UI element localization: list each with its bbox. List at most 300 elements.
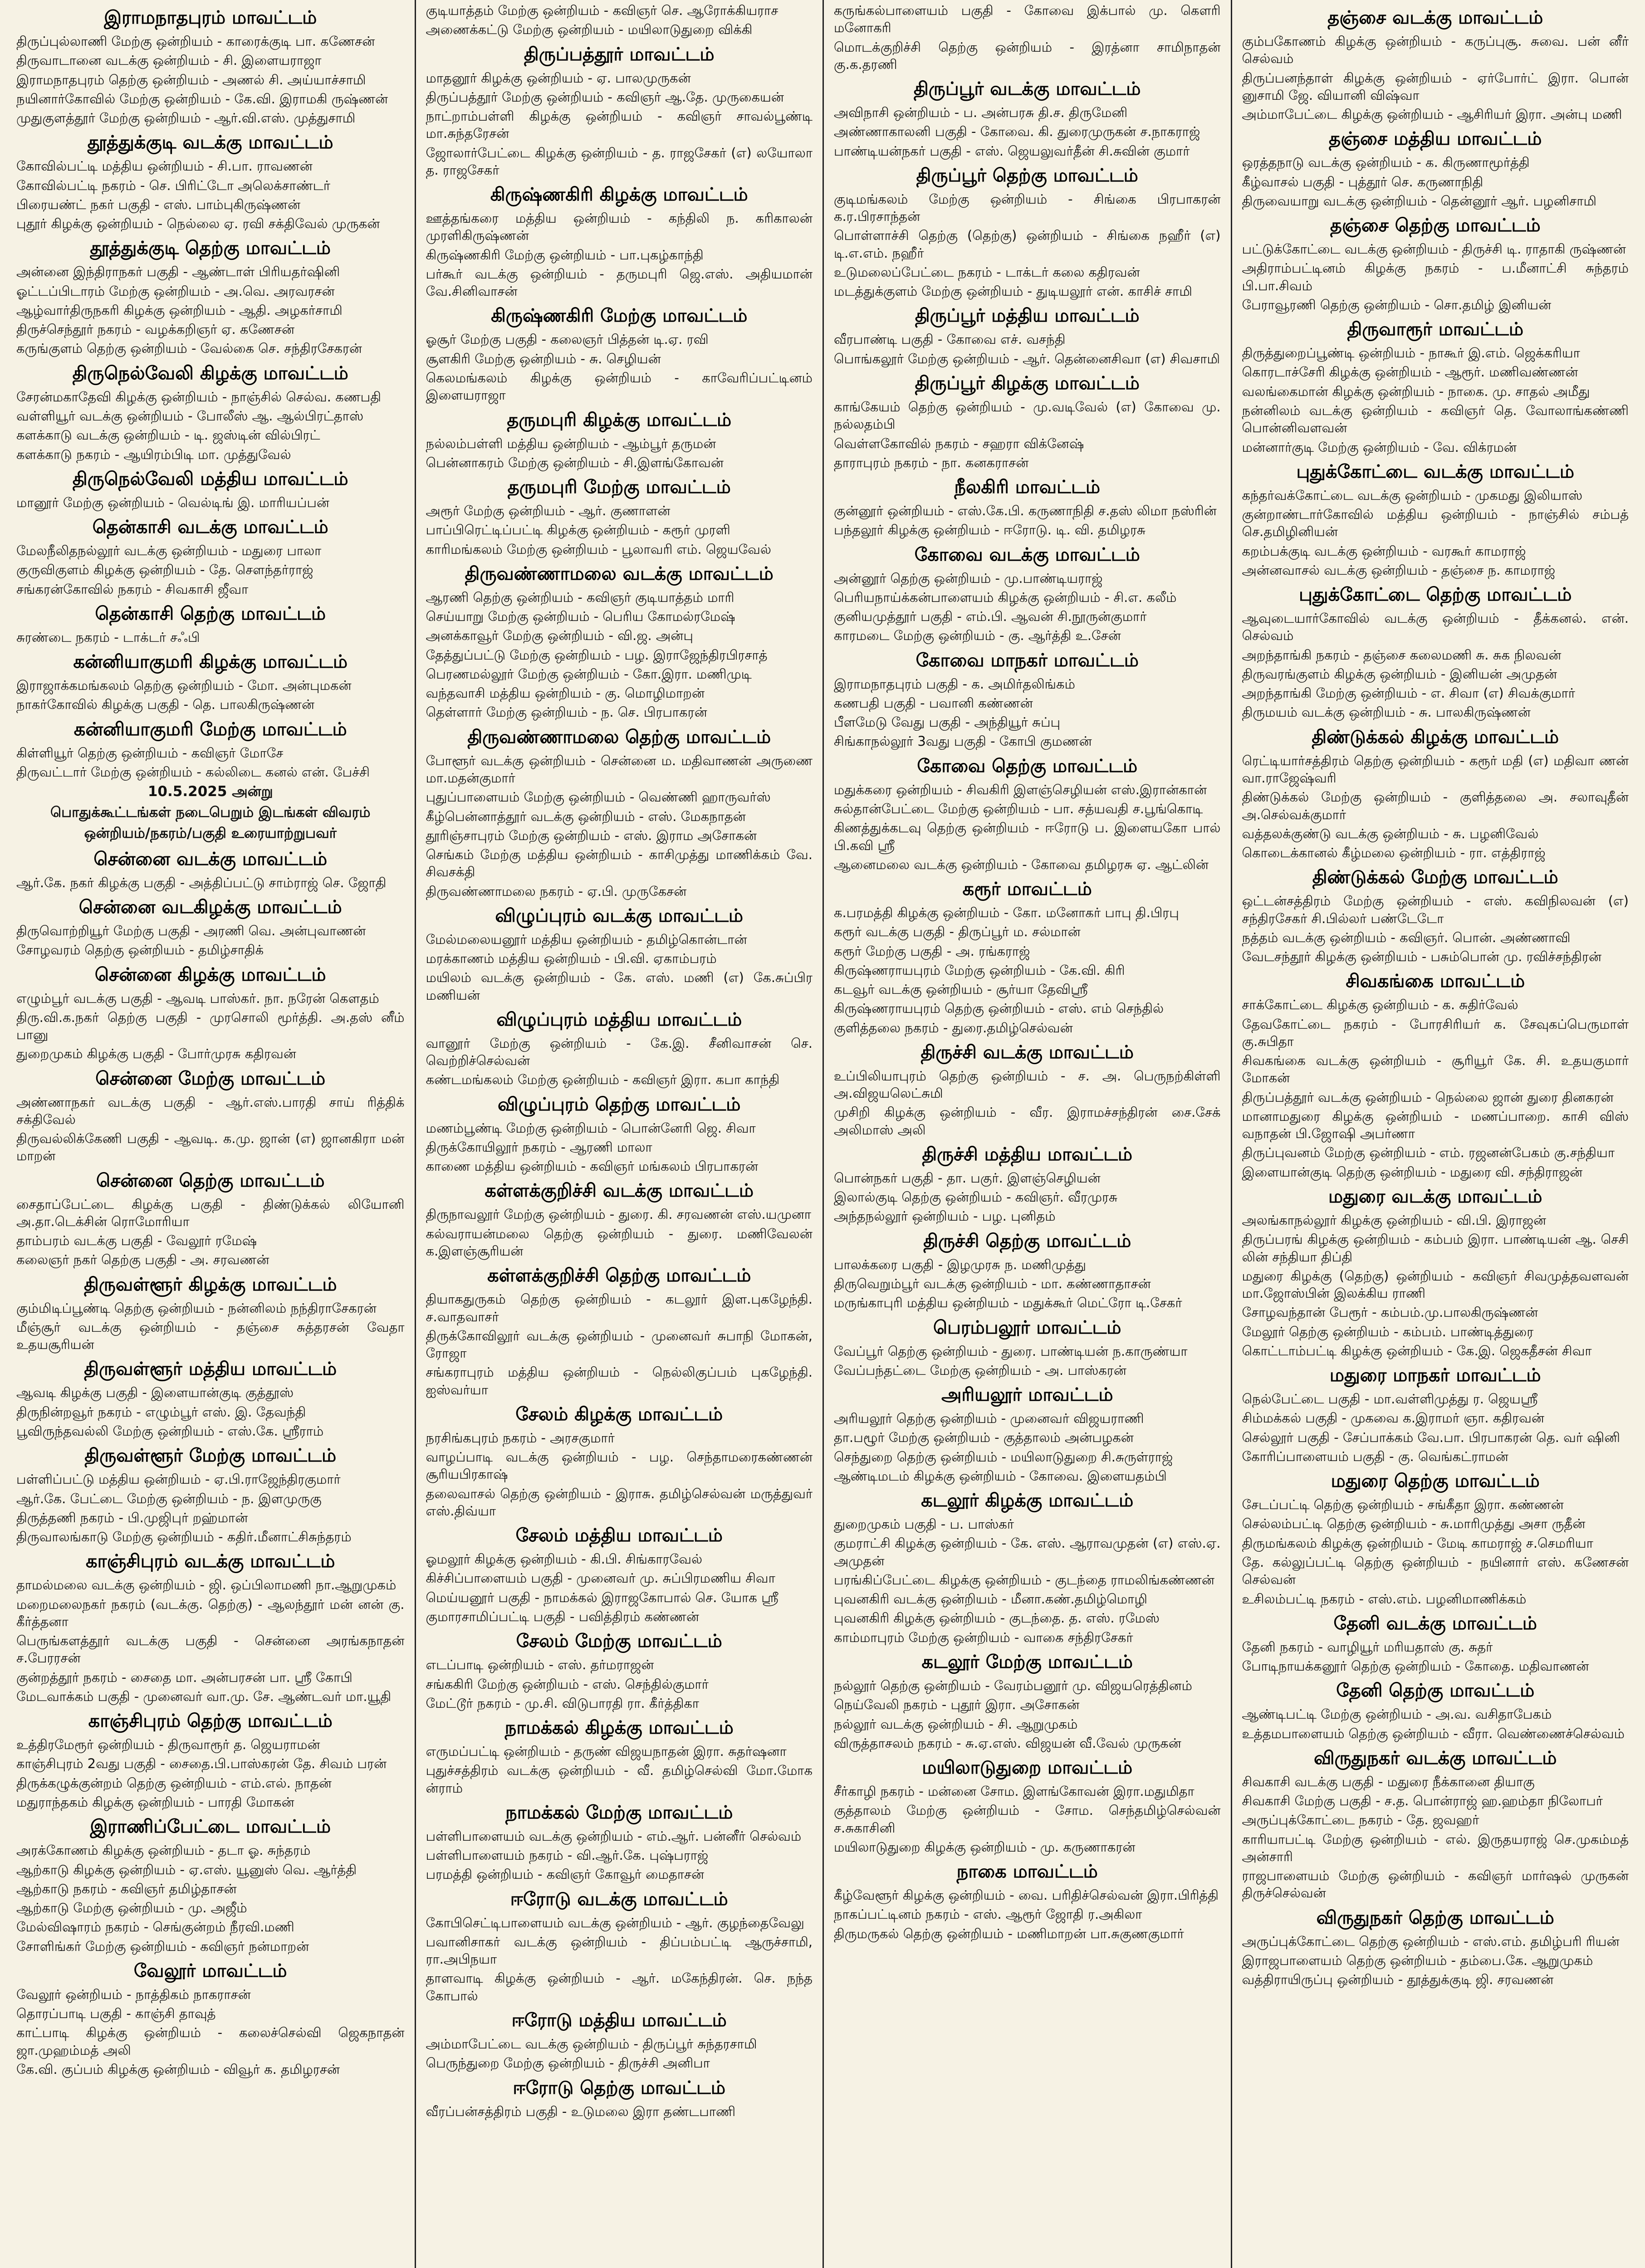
speaker-entry: நயினார்கோவில் மேற்கு ஒன்றியம் - கே.வி. இராமகி ருஷ்ணன் — [16, 91, 388, 107]
district-heading: திருச்சி தெற்கு மாவட்டம் — [923, 1230, 1131, 1251]
speaker-entry: கந்தர்வக்கோட்டை வடக்கு ஒன்றியம் - முகமது இலியாஸ் — [1242, 487, 1583, 503]
speaker-entry: களக்காடு வடக்கு ஒன்றியம் - டி. ஜஸ்டின் வில்பிரட் — [16, 427, 320, 443]
speaker-entry: நாகப்பட்டினம் நகரம் - எஸ். ஆரூர் ஜோதி ர.அகிலா — [834, 1906, 1142, 1922]
district-heading: காஞ்சிபுரம் வடக்கு மாவட்டம் — [86, 1551, 335, 1572]
speaker-entry: புதூர் கிழக்கு ஒன்றியம் - நெல்லை ஏ. ரவி சக்திவேல் முருகன் — [16, 216, 380, 232]
speaker-entry: சங்கரன்கோவில் நகரம் - சிவகாசி ஜீவா — [16, 581, 249, 597]
speaker-entry: ஆவடி கிழக்கு பகுதி - இளையான்குடி குத்தூஸ் — [16, 1385, 294, 1401]
speaker-entry: மேலநீலிதநல்லூர் வடக்கு ஒன்றியம் - மதுரை பாலா — [16, 543, 322, 559]
speaker-entry: இராமநாதபுரம் தெற்கு ஒன்றியம் - அணல் சி. அய்யாச்சாமி — [16, 72, 366, 88]
speaker-entry: மேடவாக்கம் பகுதி - முனைவர் வா.மு. சே. ஆண்டவர் மா.யூதி — [16, 1688, 392, 1704]
speaker-entry: வேலூர் ஒன்றியம் - நாத்திகம் நாகராசன் — [16, 1986, 251, 2002]
speaker-entry: எருமப்பட்டி ஒன்றியம் - தருண் விஜயநாதன் இரா. சுதர்ஷனா — [426, 1744, 787, 1760]
speaker-entry: குடிமங்கலம் மேற்கு ஒன்றியம் - சிங்கை பிரபாகரன் க.ர.பிரசாந்தன் — [834, 191, 1221, 225]
district-heading: விழுப்புரம் தெற்கு மாவட்டம் — [498, 1094, 741, 1115]
speaker-entry: பூவிருந்தவல்லி மேற்கு ஒன்றியம் - எஸ்.கே. ஸ்ரீராம் — [16, 1423, 324, 1439]
district-heading: சென்னை கிழக்கு மாவட்டம் — [94, 964, 326, 985]
speaker-entry: வள்ளியூர் வடக்கு ஒன்றியம் - போலீஸ் ஆ. ஆல்பிரட்தாஸ் — [16, 408, 364, 424]
district-heading: தஞ்சை மத்திய மாவட்டம் — [1329, 128, 1542, 150]
speaker-entry: பொங்கலூர் மேற்கு ஒன்றியம் - ஆர். தென்னைசிவா (எ) சிவசாமி — [834, 351, 1220, 367]
speaker-entry: பென்னாகரம் மேற்கு ஒன்றியம் - சி.இளங்கோவன் — [426, 455, 724, 470]
district-heading: தேனி வடக்கு மாவட்டம் — [1333, 1613, 1537, 1634]
meeting-notice-line: 10.5.2025 அன்று — [147, 783, 273, 800]
speaker-entry: பவானிசாகர் வடக்கு ஒன்றியம் - திப்பம்பட்டி ஆருச்சாமி, ரா.அபிநயா — [426, 1934, 813, 1967]
speaker-entry: உடுமலைப்பேட்டை நகரம் - டாக்டர் கலை கதிரவன் — [834, 264, 1140, 280]
speaker-entry: நல்லம்பள்ளி மத்திய ஒன்றியம் - ஆம்பூர் தருமன் — [426, 435, 716, 451]
speaker-entry: சோழவரம் தெற்கு ஒன்றியம் - தமிழ்சாதிக் — [16, 942, 264, 958]
speaker-entry: வலங்கைமான் கிழக்கு ஒன்றியம் - நாகை. மு. சாதல் அமீது — [1242, 383, 1590, 399]
speaker-entry: இலால்குடி தெற்கு ஒன்றியம் - கவிஞர். வீரமுரசு — [834, 1189, 1118, 1205]
speaker-entry: நன்னிலம் வடக்கு ஒன்றியம் - கவிஞர் தெ. வோலாங்கண்ணி பொன்னிவளவன் — [1242, 402, 1629, 436]
district-heading: தருமபுரி கிழக்கு மாவட்டம் — [507, 409, 732, 430]
district-heading: விழுப்புரம் வடக்கு மாவட்டம் — [495, 905, 744, 926]
speaker-entry: காரிமங்கலம் மேற்கு ஒன்றியம் - பூலாவரி எம். ஜெயவேல் — [426, 541, 771, 557]
district-heading: திருவள்ளூர் மேற்கு மாவட்டம் — [84, 1445, 337, 1466]
column-2 — [415, 0, 823, 2268]
speaker-entry: அணைக்கட்டு மேற்கு ஒன்றியம் - மயிலாடுதுறை விக்கி — [426, 22, 753, 38]
speaker-entry: சிம்மக்கல் பகுதி - முகவை க.இராமர் ஞா. கதிரவன் — [1242, 1410, 1545, 1426]
speaker-entry: அரூர் மேற்கு ஒன்றியம் - ஆர். குணாளன் — [426, 503, 671, 519]
speaker-entry: கடவூர் வடக்கு ஒன்றியம் - சூர்யா தேவிஸ்ரீ — [834, 982, 1088, 997]
speaker-entry: மரக்காணம் மத்திய ஒன்றியம் - பி.வி. ஏகாம்பரம் — [426, 951, 717, 967]
speaker-entry: அருப்புக்கோட்டை நகரம் - தே. ஜவஹர் — [1242, 1812, 1479, 1828]
speaker-entry: புதுப்பாளையம் மேற்கு ஒன்றியம் - வெண்ணி ஹாருவர்ஸ் — [426, 789, 771, 805]
speaker-entry: உத்திரமேரூர் ஒன்றியம் - திருவாரூர் த. ஜெயராமன் — [16, 1737, 320, 1753]
speaker-entry: கிள்ளியூர் தெற்கு ஒன்றியம் - கவிஞர் மோசே — [16, 745, 284, 761]
speaker-entry: சுல்தான்பேட்டை மேற்கு ஒன்றியம் - பா. சத்யவதி ச.பூங்கொடி — [834, 801, 1203, 816]
speaker-entry: மறைமலைநகர் நகரம் (வடக்கு. தெற்கு) - ஆலந்தூர் மன் னன் கு. கீர்த்தனா — [16, 1596, 405, 1629]
district-heading: திருப்பூர் கிழக்கு மாவட்டம் — [915, 372, 1140, 394]
speaker-entry: இராஜாக்கமங்கலம் தெற்கு ஒன்றியம் - மோ. அன்புமகன் — [16, 678, 352, 694]
district-heading: தென்காசி வடக்கு மாவட்டம் — [92, 517, 328, 538]
speaker-entry: மாதனூர் கிழக்கு ஒன்றியம் - ஏ. பாலமுருகன் — [426, 70, 691, 86]
speaker-entry: பெரணமல்லூர் மேற்கு ஒன்றியம் - கோ.இரா. மணிமுடி — [426, 666, 752, 682]
speaker-entry: தாமல்மலை வடக்கு ஒன்றியம் - ஜி. ஒப்பிலாமணி நா.ஆறுமுகம் — [16, 1577, 397, 1593]
speaker-entry: அரக்கோணம் கிழக்கு ஒன்றியம் - தடா ஓ. சுந்தரம் — [16, 1843, 311, 1858]
column-4 — [1231, 0, 1639, 2268]
speaker-entry: குளித்தலை நகரம் - துரை.தமிழ்செல்வன் — [834, 1020, 1073, 1036]
speaker-entry: வேப்பூர் தெற்கு ஒன்றியம் - துரை. பாண்டியன் ந.காருண்யா — [834, 1343, 1188, 1359]
district-heading: கரூர் மாவட்டம் — [962, 879, 1092, 900]
speaker-entry: பள்ளிபாளையம் வடக்கு ஒன்றியம் - எம்.ஆர். பன்னீர் செல்வம் — [426, 1828, 802, 1844]
speaker-entry: தேத்துப்பட்டு மேற்கு ஒன்றியம் - பழ. இராஜேந்திரபிரசாத் — [426, 647, 768, 663]
speaker-entry: திருத்தணி நகரம் - பி.முஜிபுர் றஹ்மான் — [16, 1510, 248, 1525]
speaker-entry: நல்லூர் வடக்கு ஒன்றியம் - சி. ஆறுமுகம் — [834, 1716, 1078, 1732]
speaker-entry: திருத்துறைப்பூண்டி ஒன்றியம் - நாகூர் இ.எம். ஜெக்கரியா — [1242, 345, 1580, 361]
column-1 — [6, 0, 415, 2268]
speaker-entry: கே.வி. குப்பம் கிழக்கு ஒன்றியம் - விவூர் க. தமிழரசன் — [16, 2061, 340, 2077]
speaker-entry: இராமநாதபுரம் பகுதி - க. அமிர்தலிங்கம் — [834, 676, 1075, 692]
speaker-entry: நல்லூர் தெற்கு ஒன்றியம் - வேரம்பனூர் மு. விஜயரெத்தினம் — [834, 1678, 1192, 1693]
speaker-entry: அன்னை இந்திராநகர் பகுதி - ஆண்டாள் பிரியதர்ஷினி — [16, 264, 340, 280]
district-heading: திருநெல்வேலி கிழக்கு மாவட்டம் — [72, 362, 348, 384]
speaker-entry: குனியமுத்தூர் பகுதி - எம்.பி. ஆவன் சி.நூருன்குமார் — [834, 609, 1147, 625]
district-heading: சென்னை வடக்கு மாவட்டம் — [93, 848, 328, 870]
speaker-entry: காஞ்சிபுரம் 2வது பகுதி - சைதை.பி.பாஸ்கரன் தே. சிவம் பரன் — [16, 1756, 387, 1772]
speaker-entry: தலைவாசல் தெற்கு ஒன்றியம் - இராசு. தமிழ்செல்வன் மருத்துவர் எஸ்.திவ்யா — [426, 1486, 813, 1519]
speaker-entry: விருத்தாசலம் நகரம் - சு.ஏ.எஸ். விஜயன் வீ.வேல் முருகன் — [834, 1735, 1181, 1751]
speaker-entry: உசிலம்பட்டி நகரம் - எஸ்.எம். பழனிமாணிக்கம் — [1242, 1591, 1527, 1607]
speaker-entry: மீஞ்சூர் வடக்கு ஒன்றியம் - தஞ்சை சுத்தரசன் வேதா உதயசூரியன் — [16, 1319, 405, 1353]
speaker-entry: மேல்மலையனூர் மத்திய ஒன்றியம் - தமிழ்கொன்டான் — [426, 931, 747, 947]
speaker-entry: கருங்குளம் தெற்கு ஒன்றியம் - வேல்கை செ. சந்திரசேகரன் — [16, 341, 362, 357]
speaker-entry: திருப்புல்லாணி மேற்கு ஒன்றியம் - காரைக்குடி பா. கணேசன் — [16, 34, 375, 49]
speaker-entry: சோழவந்தான் பேரூர் - கம்பம்.மு.பாலகிருஷ்ணன் — [1242, 1305, 1538, 1320]
speaker-entry: பரங்கிப்பேட்டை கிழக்கு ஒன்றியம் - குடந்தை ராமலிங்கண்ணன் — [834, 1572, 1214, 1588]
district-heading: மதுரை மாநகர் மாவட்டம் — [1329, 1365, 1541, 1386]
speaker-entry: சிவகாசி மேற்கு பகுதி - ச.த. பொன்ராஜ் ஹ.ஹம்தா நிலோபர் — [1242, 1793, 1603, 1809]
speaker-entry: பரமத்தி ஒன்றியம் - கவிஞர் கோவூர் மைதாசன் — [426, 1867, 705, 1882]
speaker-entry: நாட்றாம்பள்ளி கிழக்கு ஒன்றியம் - கவிஞர் சாவல்பூண்டி மா.சுந்தரேசன் — [426, 108, 813, 142]
district-heading: கோவை மாநகர் மாவட்டம் — [916, 650, 1139, 671]
speaker-entry: மொடக்குறிச்சி தெற்கு ஒன்றியம் - இரத்னா சாமிநாதன் கு.க.தரணி — [834, 39, 1221, 72]
district-heading: ஈரோடு மத்திய மாவட்டம் — [511, 2009, 727, 2031]
speaker-entry: திருப்பனந்தாள் கிழக்கு ஒன்றியம் - ஏர்போர்ட் இரா. பொன் னுசாமி ஜே. வியானி விஷ்வா — [1242, 70, 1629, 103]
speaker-entry: திருவண்ணாமலை நகரம் - ஏ.பி. முருகேசன் — [426, 883, 687, 899]
speaker-entry: ஆர்.கே. நகர் கிழக்கு பகுதி - அத்திப்பட்டு சாம்ராஜ் செ. ஜோதி — [16, 875, 387, 890]
speaker-entry: குத்தாலம் மேற்கு ஒன்றியம் - சோம. செந்தமிழ்செல்வன் ச.சுகாசினி — [834, 1803, 1221, 1836]
speaker-entry: அறந்தாங்கி நகரம் - தஞ்சை கலைமணி சு. சுக நிலவன் — [1242, 647, 1562, 663]
speaker-entry: பெருங்களத்தூர் வடக்கு பகுதி - சென்னை அரங்கநாதன் ச.பேரரசன் — [16, 1633, 405, 1666]
meeting-notice-line: பொதுக்கூட்டங்கள் நடைபெறும் இடங்கள் விவரம் — [50, 804, 371, 821]
speaker-entry: ஊத்தங்கரை மத்திய ஒன்றியம் - கந்திலி ந. கரிகாலன் முரளிகிருஷ்ணன் — [426, 210, 813, 244]
speaker-entry: திருக்கழுக்குன்றம் தெற்கு ஒன்றியம் - எம்.எல். நாதன் — [16, 1775, 332, 1791]
speaker-entry: திருவொற்றியூர் மேற்கு பகுதி - அரணி வெ. அன்புவாணன் — [16, 923, 366, 938]
speaker-entry: பாப்பிரெட்டிப்பட்டி கிழக்கு ஒன்றியம் - கரூர் முரளி — [426, 522, 730, 538]
speaker-entry: ஓசூர் மேற்கு பகுதி - கலைஞர் பித்தன் டி.ஏ. ரவி — [426, 332, 709, 347]
speaker-entry: நெய்வேலி நகரம் - புதூர் இரா. அசோகன் — [834, 1697, 1080, 1713]
speaker-entry: அருப்புக்கோட்டை தெற்கு ஒன்றியம் - எஸ்.எம். தமிழ்பரி ரியன் — [1242, 1933, 1620, 1949]
district-heading: நீலகிரி மாவட்டம் — [954, 477, 1101, 498]
district-heading: தூத்துக்குடி வடக்கு மாவட்டம் — [87, 132, 333, 153]
speaker-entry: திருநின்றவூர் நகரம் - எழும்பூர் எஸ். இ. தேவந்தி — [16, 1404, 306, 1420]
district-heading: மயிலாடுதுறை மாவட்டம் — [922, 1757, 1133, 1779]
speaker-entry: போடிநாயக்கனூர் தெற்கு ஒன்றியம் - கோதை. மதிவாணன் — [1242, 1658, 1589, 1674]
speaker-entry: அம்மாபேட்டை வடக்கு ஒன்றியம் - திருப்பூர் சுந்தரசாமி — [426, 2036, 757, 2052]
speaker-entry: சேடப்பட்டி தெற்கு ஒன்றியம் - சங்கீதா இரா. கண்ணன் — [1242, 1497, 1564, 1513]
speaker-entry: மதுக்கரை ஒன்றியம் - சிவகிரி இளஞ்செழியன் எஸ்.இரான்கான் — [834, 782, 1207, 797]
speaker-entry: சேரன்மகாதேவி கிழக்கு ஒன்றியம் - நாஞ்சில் செல்வ. கணபதி — [16, 389, 382, 405]
speaker-entry: பந்தலூர் கிழக்கு ஒன்றியம் - ஈரோடு. டி. வி. தமிழரசு — [834, 522, 1146, 538]
speaker-entry: அறந்தாங்கி மேற்கு ஒன்றியம் - எ. சிவா (எ) சிவக்குமார் — [1242, 685, 1576, 701]
speaker-entry: இராஜபாளையம் தெற்கு ஒன்றியம் - தம்பை.கே. ஆறுமுகம் — [1242, 1952, 1593, 1968]
speaker-entry: உப்பிலியாபுரம் தெற்கு ஒன்றியம் - ச. அ. பெருநற்கிள்ளி அ.விஜயலெட்சுமி — [834, 1068, 1221, 1101]
speaker-entry: ஆற்காடு கிழக்கு ஒன்றியம் - ஏ.எஸ். யூனுஸ் வெ. ஆர்த்தி — [16, 1862, 357, 1877]
speaker-entry: கரூர் வடக்கு பகுதி - திருப்பூர் ம. சல்மான் — [834, 924, 1081, 940]
speaker-entry: வேப்பந்தட்டை மேற்கு ஒன்றியம் - அ. பாஸ்கரன் — [834, 1362, 1126, 1378]
speaker-entry: திருச்செந்தூர் நகரம் - வழக்கறிஞர் ஏ. கணேசன் — [16, 322, 295, 337]
speaker-entry: கருங்கல்பாளையம் பகுதி - கோவை இக்பால் மு. கௌரி மனோகரி — [834, 3, 1221, 36]
speaker-entry: எடப்பாடி ஒன்றியம் - எஸ். தர்மராஜன் — [426, 1657, 654, 1673]
speaker-entry: ஆரணி தெற்கு ஒன்றியம் - கவிஞர் குடியாத்தம் மாரி — [426, 589, 734, 605]
district-heading: இராணிப்பேட்டை மாவட்டம் — [90, 1816, 331, 1838]
speaker-entry: கொடைக்கானல் கீழ்மலை ஒன்றியம் - ரா. எத்திராஜ் — [1242, 845, 1546, 861]
district-heading: விருதுநகர் வடக்கு மாவட்டம் — [1313, 1747, 1557, 1769]
speaker-entry: சுரண்டை நகரம் - டாக்டர் சஃபி — [16, 629, 200, 645]
speaker-entry: கோவில்பட்டி நகரம் - செ. பிரிட்டோ அலெக்சாண்டர் — [16, 177, 330, 193]
speaker-entry: திருமருகல் தெற்கு ஒன்றியம் - மணிமாறன் பா.சுகுணகுமார் — [834, 1926, 1184, 1941]
district-heading: தஞ்சை வடக்கு மாவட்டம் — [1327, 7, 1543, 28]
speaker-entry: களக்காடு நகரம் - ஆயிரம்பிடி மா. முத்துவேல் — [16, 446, 291, 462]
speaker-entry: திருப்பரங் கிழக்கு ஒன்றியம் - கம்பம் இரா. பாண்டியன் ஆ. செசி லின் சந்தியா திப்தி — [1242, 1232, 1629, 1265]
district-heading: வேலூர் மாவட்டம் — [133, 1960, 287, 1981]
speaker-entry: உத்தமபாளையம் தெற்கு ஒன்றியம் - வீரா. வெண்ணைச்செல்வம் — [1242, 1725, 1625, 1741]
speaker-entry: கொரடாச்சேரி கிழக்கு ஒன்றியம் - ஆரூர். மணிவண்ணன் — [1242, 364, 1578, 380]
speaker-entry: அரியலூர் தெற்கு ஒன்றியம் - முனைவர் விஜயராணி — [834, 1411, 1144, 1427]
speaker-entry: செங்கம் மேற்கு மத்திய ஒன்றியம் - காசிமுத்து மாணிக்கம் வே. சிவசக்தி — [426, 847, 813, 880]
speaker-entry: சீர்காழி நகரம் - மன்னை சோம. இளங்கோவன் இரா.மதுமிதா — [834, 1784, 1195, 1799]
speaker-entry: கொட்டாம்பட்டி கிழக்கு ஒன்றியம் - கே.இ. ஜெகதீசன் சிவா — [1242, 1343, 1592, 1359]
district-heading: தேனி தெற்கு மாவட்டம் — [1336, 1680, 1535, 1701]
speaker-entry: திருவல்லிக்கேணி பகுதி - ஆவடி. க.மு. ஜான் (எ) ஜானகிரா மன் மாறன் — [16, 1131, 405, 1164]
speaker-entry: சிவகாசி வடக்கு பகுதி - மதுரை நீக்கானை தியாகு — [1242, 1774, 1535, 1789]
district-heading: மதுரை வடக்கு மாவட்டம் — [1328, 1186, 1542, 1207]
speaker-entry: குமராட்சி கிழக்கு ஒன்றியம் - கே. எஸ். ஆராவமுதன் (எ) எஸ்.ஏ. அமுதன் — [834, 1535, 1221, 1569]
speaker-entry: பொள்ளாச்சி தெற்கு (தெற்கு) ஒன்றியம் - சிங்கை நஹீர் (எ) டி.எ.எம். நஹீர் — [834, 228, 1221, 261]
speaker-entry: சாக்கோட்டை கிழக்கு ஒன்றியம் - க. சுதிர்வேல் — [1242, 997, 1518, 1013]
speaker-entry: ஜோலார்பேட்டை கிழக்கு ஒன்றியம் - த. ராஜசேகர் (எ) லயோலா த. ராஜசேகர் — [426, 145, 813, 178]
speaker-entry: நெல்பேட்டை பகுதி - மா.வள்ளிமுத்து ர. ஜெயஸ்ரீ — [1242, 1391, 1538, 1407]
speaker-entry: திருவட்டார் மேற்கு ஒன்றியம் - கல்லிடை கனல் என். பேச்சி — [16, 764, 370, 780]
speaker-entry: திருப்புவனம் மேற்கு ஒன்றியம் - எம். ரஜனன்பேகம் கு.சந்தியா — [1242, 1145, 1615, 1161]
speaker-entry: ஆனைமலை வடக்கு ஒன்றியம் - கோவை தமிழரசு ஏ. ஆட்லின் — [834, 856, 1209, 872]
speaker-entry: நரசிங்கபுரம் நகரம் - அரசகுமார் — [426, 1430, 615, 1446]
speaker-entry: செய்யாறு மேற்கு ஒன்றியம் - பெரிய கோமல்ரமேஷ் — [426, 609, 735, 625]
district-heading: தென்காசி தெற்கு மாவட்டம் — [95, 603, 326, 624]
speaker-entry: மயிலம் வடக்கு ஒன்றியம் - கே. எஸ். மணி (எ) கே.சுப்பிர மணியன் — [426, 970, 813, 1003]
district-heading: திருப்பத்தூர் மாவட்டம் — [524, 44, 715, 65]
district-heading: சென்னை தெற்கு மாவட்டம் — [96, 1170, 325, 1191]
district-heading: சென்னை மேற்கு மாவட்டம் — [95, 1068, 326, 1089]
speaker-entry: ஓட்டப்பிடாரம் மேற்கு ஒன்றியம் - அ.வெ. அரவரசன் — [16, 283, 335, 299]
speaker-entry: மானூர் மேற்கு ஒன்றியம் - வெல்டிங் இ. மாரியப்பன் — [16, 494, 330, 510]
speaker-entry: திண்டுக்கல் மேற்கு ஒன்றியம் - குளித்தலை அ. சலாவுதீன் அ.செல்வக்குமார் — [1242, 789, 1629, 822]
speaker-entry: பாண்டியன்நகர் பகுதி - எஸ். ஜெயலுவர்தீன் சி.சுவின் குமார் — [834, 143, 1190, 159]
speaker-entry: கும்மிடிப்பூண்டி தெற்கு ஒன்றியம் - நன்னிலம் நந்திராசேகரன் — [16, 1300, 377, 1316]
speaker-entry: குமாரசாமிப்பட்டி பகுதி - பவித்திரம் கண்ணன் — [426, 1609, 699, 1624]
speaker-entry: ஆற்காடு மேற்கு ஒன்றியம் - மு. அஜீம் — [16, 1900, 247, 1916]
speaker-entry: திருமங்கலம் கிழக்கு ஒன்றியம் - மேடி காமராஜ் ச.செமரியா — [1242, 1535, 1593, 1551]
district-heading: திருவண்ணாமலை வடக்கு மாவட்டம் — [465, 563, 774, 584]
speaker-entry: வீரபாண்டி பகுதி - கோவை எச். வசந்தி — [834, 332, 1066, 347]
speaker-entry: பிரையண்ட் நகர் பகுதி - எஸ். பாம்புகிருஷ்ணன் — [16, 196, 301, 212]
speaker-entry: அன்னவாசல் வடக்கு ஒன்றியம் - தஞ்சை ந. காமராஜ் — [1242, 562, 1556, 578]
speaker-entry: காணை மத்திய ஒன்றியம் - கவிஞர் மங்கலம் பிரபாகரன் — [426, 1158, 759, 1174]
speaker-entry: திருநாவலூர் மேற்கு ஒன்றியம் - துரை. கி. சரவணன் எஸ்.யமுனா — [426, 1207, 812, 1222]
speaker-entry: ஆற்காடு நகரம் - கவிஞர் தமிழ்தாசன் — [16, 1881, 237, 1897]
speaker-entry: அண்ணாகாலனி பகுதி - கோவை. கி. துரைமுருகன் ச.நாகராஜ் — [834, 124, 1200, 140]
speaker-entry: நத்தம் வடக்கு ஒன்றியம் - கவிஞர். பொன். அண்ணாவி — [1242, 929, 1571, 945]
speaker-entry: தொரப்பாடி பகுதி - காஞ்சி தாவுத் — [16, 2006, 216, 2022]
speaker-entry: முசிறி கிழக்கு ஒன்றியம் - வீர. இராமச்சந்திரன் சை.சேக் அலிமாஸ் அலி — [834, 1105, 1221, 1138]
speaker-entry: மேலூர் தெற்கு ஒன்றியம் - கம்பம். பாண்டித்துரை — [1242, 1324, 1534, 1339]
district-heading: கோவை வடக்கு மாவட்டம் — [914, 544, 1140, 565]
speaker-entry: பேராவூரணி தெற்கு ஒன்றியம் - சொ.தமிழ் இனியன் — [1242, 297, 1552, 313]
speaker-entry: வானூர் மேற்கு ஒன்றியம் - கே.இ. சீனிவாசன் செ. வெற்றிச்செல்வன் — [426, 1035, 813, 1069]
district-heading: தருமபுரி மேற்கு மாவட்டம் — [507, 477, 731, 498]
speaker-entry: ஒரத்தநாடு வடக்கு ஒன்றியம் - க. கிருணாமூர்த்தி — [1242, 155, 1530, 171]
speaker-entry: வந்தவாசி மத்திய ஒன்றியம் - கு. மொழிமாறன் — [426, 685, 705, 701]
speaker-entry: தேனி நகரம் - வாழியூர் மரியதாஸ் கு. சுதர் — [1242, 1639, 1493, 1655]
speaker-entry: செல்லூர் பகுதி - சேப்பாக்கம் வே.பா. பிரபாகரன் தெ. வர் ஷினி — [1242, 1429, 1620, 1445]
speaker-entry: கலைஞர் நகர் தெற்கு பகுதி - அ. சரவணன் — [16, 1252, 269, 1268]
speaker-entry: கறம்பக்குடி வடக்கு ஒன்றியம் - வரகூர் காமராஜ் — [1242, 543, 1526, 559]
speaker-entry: திருவாடானை வடக்கு ஒன்றியம் - சி. இளையராஜா — [16, 53, 322, 68]
district-heading: திருவண்ணாமலை தெற்கு மாவட்டம் — [467, 726, 771, 748]
speaker-entry: திரு.வி.க.நகர் தெற்கு பகுதி - முரசொலி மூர்த்தி. அ.தஸ் னீம் பானு — [16, 1009, 405, 1043]
district-heading: பெரம்பலூர் மாவட்டம் — [933, 1317, 1121, 1338]
speaker-entry: காங்கேயம் தெற்கு ஒன்றியம் - மு.வடிவேல் (எ) கோவை மு. நல்லதம்பி — [834, 399, 1221, 432]
speaker-entry: கிணத்துக்கடவு தெற்கு ஒன்றியம் - ஈரோடு ப. இளையகோ பால் பி.கவி ஸ்ரீ — [834, 820, 1221, 853]
speaker-entry: அந்தநல்லூர் ஒன்றியம் - பழ. புனிதம் — [834, 1208, 1056, 1224]
speaker-entry: காரியாபட்டி மேற்கு ஒன்றியம் - எல். இருதயராஜ் செ.முகம்மத் அன்சாரி — [1242, 1831, 1629, 1864]
speaker-entry: கிருஷ்ணகிரி மேற்கு ஒன்றியம் - பா.புகழ்காந்தி — [426, 247, 704, 263]
speaker-entry: காரமடை மேற்கு ஒன்றியம் - கு. ஆர்த்தி உ.சேன் — [834, 628, 1121, 644]
speaker-entry: குன்னூர் ஒன்றியம் - எஸ்.கே.பி. கருணாநிதி ச.தஸ் லிமா நஸ்ரின் — [834, 503, 1217, 519]
speaker-entry: தேவகோட்டை நகரம் - போரசிரியர் க. சேவுகப்பெருமாள் கு.சுபிதா — [1242, 1016, 1629, 1049]
district-heading: சேலம் மத்திய மாவட்டம் — [515, 1525, 723, 1546]
speaker-entry: பொன்நகர் பகுதி - தா. பகுர். இளஞ்செழியன் — [834, 1170, 1101, 1186]
district-heading: நாமக்கல் மேற்கு மாவட்டம் — [505, 1802, 733, 1823]
district-heading: ஈரோடு தெற்கு மாவட்டம் — [513, 2077, 726, 2098]
district-heading: சென்னை வடகிழக்கு மாவட்டம் — [78, 896, 342, 918]
speaker-entry: அதிராம்பட்டினம் கிழக்கு நகரம் - ப.மீனாட்சி சுந்தரம் பி.பா.சிவம் — [1242, 260, 1629, 293]
column-3 — [822, 0, 1231, 2268]
speaker-entry: புதுச்சத்திரம் வடக்கு ஒன்றியம் - வீ. தமிழ்செல்வி மோ.மோக ன்ராம் — [426, 1763, 813, 1796]
speaker-entry: வீரப்பன்சத்திரம் பகுதி - உடுமலை இரா தண்டபாணி — [426, 2103, 736, 2119]
speaker-entry: பள்ளிபாளையம் நகரம் - வி.ஆர்.கே. புஷ்பராஜ் — [426, 1848, 709, 1863]
speaker-entry: திருவரங்குளம் கிழக்கு ஒன்றியம் - இனியன் அமுதன் — [1242, 666, 1557, 682]
speaker-entry: மதுரை கிழக்கு (தெற்கு) ஒன்றியம் - கவிஞர் சிவமுத்தவளவன் மா.ஜோஸ்பின் இலக்கிய ராணி — [1242, 1268, 1629, 1301]
speaker-entry: பீளமேடு வேது பகுதி - அந்தியூர் சுப்பு — [834, 714, 1061, 730]
speaker-entry: வேடசந்தூர் கிழக்கு ஒன்றியம் - பசும்பொன் மு. ரவிச்சந்திரன் — [1242, 949, 1602, 965]
speaker-entry: கீழ்பென்னாத்தூர் வடக்கு ஒன்றியம் - எஸ். மேகநாதன் — [426, 808, 746, 824]
speaker-entry: கரூர் மேற்கு பகுதி - அ. ரங்கராஜ் — [834, 943, 1030, 959]
speaker-entry: தாம்பரம் வடக்கு பகுதி - வேலூர் ரமேஷ் — [16, 1233, 257, 1249]
speaker-entry: குன்றாண்டார்கோவில் மத்திய ஒன்றியம் - நாஞ்சில் சம்பத் செ.தமிழினியன் — [1242, 507, 1629, 540]
district-heading: கன்னியாகுமரி மேற்கு மாவட்டம் — [73, 719, 347, 740]
speaker-entry: அம்மாபேட்டை கிழக்கு ஒன்றியம் - ஆசிரியர் இரா. அன்பு மணி — [1242, 107, 1622, 122]
district-heading: திருவள்ளூர் மத்திய மாவட்டம் — [84, 1359, 337, 1380]
district-heading: காஞ்சிபுரம் தெற்கு மாவட்டம் — [88, 1711, 333, 1732]
district-heading: விருதுநகர் தெற்கு மாவட்டம் — [1316, 1907, 1554, 1928]
speaker-entry: தியாகதுருகம் தெற்கு ஒன்றியம் - கடலூர் இள.புகழேந்தி. ச.வாதவாசர் — [426, 1291, 813, 1325]
speaker-entry: கெலமங்கலம் கிழக்கு ஒன்றியம் - காவேரிப்பட்டினம் இளையராஜா — [426, 370, 813, 403]
speaker-entry: காம்மாபுரம் மேற்கு ஒன்றியம் - வாகை சந்திரசேகர் — [834, 1629, 1133, 1645]
district-heading: புதுக்கோட்டை வடக்கு மாவட்டம் — [1296, 461, 1575, 482]
speaker-entry: திருக்கோயிலூர் நகரம் - ஆரணி மாலா — [426, 1139, 652, 1155]
speaker-entry: திருவையாறு வடக்கு ஒன்றியம் - தென்னூர் ஆர். பழனிசாமி — [1242, 193, 1597, 209]
district-heading: கடலூர் மேற்கு மாவட்டம் — [921, 1652, 1133, 1672]
speaker-entry: க.பரமத்தி கிழக்கு ஒன்றியம் - கோ. மனோகர் பாபு தி.பிரபு — [834, 905, 1179, 921]
speaker-entry: பர்கூர் வடக்கு ஒன்றியம் - தருமபுரி ஜெ.எஸ். அதியமான் வே.சினிவாசன் — [426, 266, 813, 299]
speaker-entry: செல்லம்பட்டி தெற்கு ஒன்றியம் - சு.மாரிமுத்து அசா ருதீன் — [1242, 1516, 1586, 1532]
speaker-entry: சிவகங்கை வடக்கு ஒன்றியம் - சூரியூர் கே. சி. உதயகுமார் மோகன் — [1242, 1053, 1629, 1086]
district-heading: புதுக்கோட்டை தெற்கு மாவட்டம் — [1299, 584, 1572, 606]
speaker-entry: திருப்பத்தூர் மேற்கு ஒன்றியம் - கவிஞர் ஆ.தே. முருகையன் — [426, 89, 784, 105]
speaker-entry: பாலக்கரை பகுதி - இழமுரசு ந. மணிமுத்து — [834, 1256, 1086, 1272]
speaker-entry: ஆண்டிபட்டி மேற்கு ஒன்றியம் - அ.வ. வசிதாபேகம் — [1242, 1706, 1552, 1722]
speaker-entry: துறைமுகம் பகுதி - ப. பாஸ்கர் — [834, 1516, 1014, 1532]
speaker-entry: இளையான்குடி தெற்கு ஒன்றியம் - மதுரை வி. சந்திராஜன் — [1242, 1164, 1583, 1180]
district-heading: மதுரை தெற்கு மாவட்டம் — [1331, 1471, 1540, 1492]
speaker-entry: செந்துறை தெற்கு ஒன்றியம் - மயிலாடுதுறை சி.சுருள்ராஜ் — [834, 1449, 1173, 1465]
speaker-entry: கிருஷ்ணராயபுரம் மேற்கு ஒன்றியம் - கே.வி. கிரி — [834, 962, 1125, 978]
speaker-entry: மெய்யனூர் பகுதி - நாமக்கல் இராஜகோபால் செ. யோக ஸ்ரீ — [426, 1589, 778, 1605]
speaker-entry: கிருஷ்ணராயபுரம் தெற்கு ஒன்றியம் - எஸ். எம் செந்தில் — [834, 1001, 1164, 1017]
speaker-entry: மணம்பூண்டி மேற்கு ஒன்றியம் - பொன்னேரி ஜெ. சிவா — [426, 1120, 756, 1136]
speaker-entry: முதுகுளத்தூர் மேற்கு ஒன்றியம் - ஆர்.வி.எஸ். முத்துசாமி — [16, 110, 356, 126]
speaker-entry: கீழ்வாசல் பகுதி - புத்தூர் செ. கருணாநிதி — [1242, 174, 1483, 190]
district-heading: சிவகங்கை மாவட்டம் — [1346, 971, 1525, 992]
speaker-entry: கும்பகோணம் கிழக்கு ஒன்றியம் - கருப்புசூ. சுவை. பன் னீர் செல்வம் — [1242, 34, 1629, 67]
speaker-entry: சங்ககிரி மேற்கு ஒன்றியம் - எஸ். செந்தில்குமார் — [426, 1676, 709, 1692]
speaker-entry: தே. கல்லுப்பட்டி தெற்கு ஒன்றியம் - நயினார் எஸ். கணேசன் செல்வன் — [1242, 1554, 1629, 1588]
meeting-notice-line: ஒன்றியம்/நகரம்/பகுதி உரையாற்றுபவர் — [84, 825, 337, 841]
speaker-entry: சைதாப்பேட்டை கிழக்கு பகுதி - திண்டுக்கல் லியோனி அ.தா.டெக்சின் ரொமோரியா — [16, 1196, 405, 1229]
speaker-entry: திருமயம் வடக்கு ஒன்றியம் - சு. பாலகிருஷ்ணன் — [1242, 704, 1531, 720]
speaker-entry: மருங்காபுரி மத்திய ஒன்றியம் - மதுக்கூர் மெட்ரோ டி.சேகர் — [834, 1295, 1182, 1311]
speaker-entry: நாகர்கோவில் கிழக்கு பகுதி - தெ. பாலகிருஷ்ணன் — [16, 697, 315, 713]
speaker-entry: தாளவாடி கிழக்கு ஒன்றியம் - ஆர். மகேந்திரன். செ. நந்த கோபால் — [426, 1970, 813, 2004]
speaker-entry: சூளகிரி மேற்கு ஒன்றியம் - சு. செழியன் — [426, 351, 661, 367]
district-heading: நாகை மாவட்டம் — [956, 1861, 1098, 1882]
speaker-entry: கோபிசெட்டிபாளையம் வடக்கு ஒன்றியம் - ஆர். குழந்தைவேலு — [426, 1915, 804, 1931]
district-heading: திருச்சி மத்திய மாவட்டம் — [922, 1144, 1133, 1165]
speaker-entry: ஆவுடையார்கோவில் வடக்கு ஒன்றியம் - தீக்கனல். என். செல்வம் — [1242, 611, 1629, 644]
district-heading: திண்டுக்கல் மேற்கு மாவட்டம் — [1312, 867, 1558, 888]
speaker-entry: கல்வராயன்மலை தெற்கு ஒன்றியம் - துரை. மணிவேலன் க.இளஞ்சூரியன் — [426, 1226, 813, 1259]
speaker-entry: காட்பாடி கிழக்கு ஒன்றியம் - கலைச்செல்வி ஜெகநாதன் ஜா.முஹம்மத் அலி — [16, 2025, 405, 2058]
district-heading: தூத்துக்குடி தெற்கு மாவட்டம் — [90, 238, 331, 259]
speaker-entry: அலங்காநல்லூர் கிழக்கு ஒன்றியம் - வி.பி. இராஜன் — [1242, 1212, 1547, 1228]
speaker-entry: ராஜபாளையம் மேற்கு ஒன்றியம் - கவிஞர் மார்ஷல் முருகன் திருச்செல்வன் — [1242, 1868, 1629, 1901]
speaker-entry: கோரிப்பாளையம் பகுதி - கு. வெங்கட்ராமன் — [1242, 1448, 1508, 1464]
speaker-entry: மதுராந்தகம் கிழக்கு ஒன்றியம் - பாரதி மோகன் — [16, 1794, 294, 1810]
speaker-entry: ரெட்டியார்சத்திரம் தெற்கு ஒன்றியம் - கரூர் மதி (எ) மதிவா ணன் வா.ராஜேஷ்வரி — [1242, 753, 1629, 786]
district-heading: கோவை தெற்கு மாவட்டம் — [917, 755, 1138, 777]
district-heading: கிருஷ்ணகிரி மேற்கு மாவட்டம் — [491, 305, 748, 327]
speaker-entry: அண்ணாநகர் வடக்கு பகுதி - ஆர்.எஸ்.பாரதி சாய் ரித்திக் சக்திவேல் — [16, 1094, 405, 1127]
speaker-entry: மானாமதுரை கிழக்கு ஒன்றியம் - மணப்பாறை. காசி விஸ் வநாதன் பி.ஜோஷி அபர்ணா — [1242, 1108, 1629, 1142]
speaker-entry: குன்றத்தூர் நகரம் - சைதை மா. அன்பரசன் பா. ஸ்ரீ கோபி — [16, 1669, 352, 1685]
speaker-entry: ஒட்டன்சத்திரம் மேற்கு ஒன்றியம் - எஸ். கவிநிலவன் (எ) சந்திரசேகர் சி.பில்லர் பண்டேடோ — [1242, 893, 1629, 926]
speaker-entry: எழும்பூர் வடக்கு பகுதி - ஆவடி பாஸ்கர். நா. நரேன் கௌதம் — [16, 990, 379, 1006]
district-heading: திருநெல்வேலி மத்திய மாவட்டம் — [72, 468, 348, 489]
district-heading: விழுப்புரம் மத்திய மாவட்டம் — [496, 1009, 742, 1030]
district-heading: கள்ளக்குறிச்சி தெற்கு மாவட்டம் — [487, 1265, 751, 1286]
speaker-entry: கோவில்பட்டி மத்திய ஒன்றியம் - சி.பா. ராவணன் — [16, 158, 313, 174]
district-heading: கிருஷ்ணகிரி கிழக்கு மாவட்டம் — [490, 184, 748, 205]
speaker-entry: சங்கராபுரம் மத்திய ஒன்றியம் - நெல்லிகுப்பம் புகழேந்தி. ஐஸ்வர்யா — [426, 1364, 813, 1398]
speaker-entry: ஆண்டிமடம் கிழக்கு ஒன்றியம் - கோவை. இளையதம்பி — [834, 1468, 1167, 1484]
speaker-entry: புவனகிரி வடக்கு ஒன்றியம் - மீனா.கண்.தமிழ்மொழி — [834, 1591, 1147, 1607]
speaker-entry: வாழப்பாடி வடக்கு ஒன்றியம் - பழ. செந்தாமரைகண்ணன் சூரியபிரகாஷ் — [426, 1449, 813, 1482]
speaker-entry: தாராபுரம் நகரம் - நா. கனகராசன் — [834, 455, 1029, 470]
district-heading: திருப்பூர் மத்திய மாவட்டம் — [915, 305, 1140, 327]
speaker-entry: கீழ்வேளூர் கிழக்கு ஒன்றியம் - வை. பரிதிச்செல்வன் இரா.பிரித்தி — [834, 1887, 1219, 1903]
speaker-entry: அவிநாசி ஒன்றியம் - ப. அன்பரசு தி.ச. திருமேனி — [834, 105, 1128, 121]
speaker-entry: தா.பழூர் மேற்கு ஒன்றியம் - குத்தாலம் அன்பழகன் — [834, 1430, 1134, 1446]
district-heading: கன்னியாகுமரி கிழக்கு மாவட்டம் — [73, 651, 348, 673]
speaker-entry: ஓமலூர் கிழக்கு ஒன்றியம் - கி.பி. சிங்காரவேல் — [426, 1551, 703, 1567]
speaker-entry: சோளிங்கர் மேற்கு ஒன்றியம் - கவிஞர் நன்மாறன் — [16, 1938, 309, 1954]
speaker-entry: மன்னார்குடி மேற்கு ஒன்றியம் - வே. விக்ரமன் — [1242, 439, 1517, 455]
speaker-entry: வத்தலக்குண்டு வடக்கு ஒன்றியம் - சு. பழனிவேல் — [1242, 826, 1539, 841]
speaker-entry: சிங்காநல்லூர் 3வது பகுதி - கோபி குமணன் — [834, 733, 1092, 749]
speaker-entry: துறைமுகம் கிழக்கு பகுதி - போர்முரசு கதிரவன் — [16, 1046, 296, 1062]
speaker-entry: திருக்கோவிலூர் வடக்கு ஒன்றியம் - முனைவர் சுபாநி மோகன், ரோஜா — [426, 1328, 813, 1361]
